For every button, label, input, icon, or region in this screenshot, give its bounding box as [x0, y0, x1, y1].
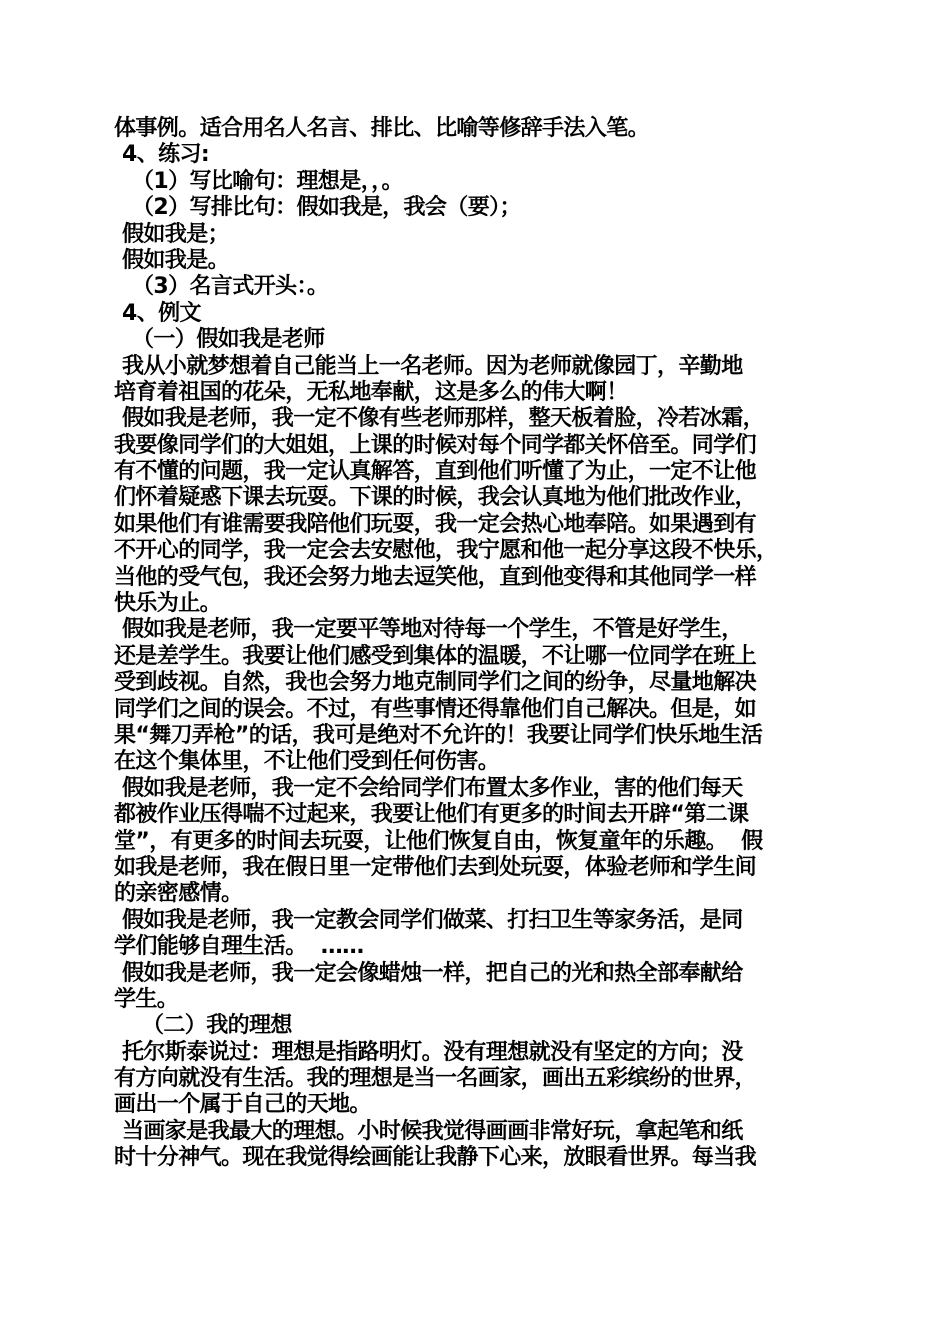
text-line: 画出一个属于自己的天地。 [114, 1092, 371, 1118]
text-line: 假如我是老师，我一定要平等地对待每一个学生，不管是好学生， [122, 617, 743, 643]
text-line: （1）写比喻句：理想是，，。 [132, 168, 403, 194]
text-line: 我从小就梦想着自己能当上一名老师。因为老师就像园丁，辛勤地 [122, 353, 743, 379]
text-line: 假如我是老师，我一定不会给同学们布置太多作业，害的他们每天 [122, 775, 743, 801]
text-line: （二）我的理想 [142, 1013, 292, 1039]
text-line: 如果他们有谁需要我陪他们玩耍，我一定会热心地奉陪。如果遇到有 [114, 511, 757, 537]
text-line: 的亲密感情。 [114, 881, 243, 907]
text-line: 受到歧视。自然，我也会努力地克制同学们之间的纷争，尽量地解决 [114, 670, 757, 696]
text-line: 当他的受气包，我还会努力地去逗笑他，直到他变得和其他同学一样 [114, 564, 757, 590]
text-line: 学生。 [114, 986, 179, 1012]
document-body [114, 116, 842, 1172]
text-line: 果“舞刀弄枪”的话，我可是绝对不允许的！我要让同学们快乐地生活 [114, 722, 763, 748]
text-line: 假如我是老师，我一定会像蜡烛一样，把自己的光和热全部奉献给 [122, 960, 743, 986]
text-line: 如我是老师，我在假日里一定带他们去到处玩耍，体验老师和学生间 [114, 854, 757, 880]
text-line: 都被作业压得喘不过起来，我要让他们有更多的时间去开辟“第二课 [114, 802, 749, 828]
text-line: 假如我是老师，我一定不像有些老师那样，整天板着脸，冷若冰霜， [122, 406, 765, 432]
text-line: 体事例。适合用名人名言、排比、比喻等修辞手法入笔。 [114, 116, 650, 141]
text-line: 托尔斯泰说过：理想是指路明灯。没有理想就没有坚定的方向；没 [122, 1039, 743, 1065]
text-line: 假如我是老师，我一定教会同学们做菜、打扫卫生等家务活，是同 [122, 907, 743, 933]
text-line: 不开心的同学，我一定会去安慰他，我宁愿和他一起分享这段不快乐， [114, 538, 778, 564]
text-line: 快乐为止。 [114, 591, 222, 617]
text-line: 们怀着疑惑下课去玩耍。下课的时候，我会认真地为他们批改作业， [114, 485, 757, 511]
text-line: 学们能够自理生活。 …… [114, 934, 364, 960]
text-line: （3）名言式开头：。 [132, 274, 329, 300]
text-line: 同学们之间的误会。不过，有些事情还得靠他们自己解决。但是，如 [114, 696, 757, 722]
text-line: 堂”，有更多的时间去玩耍，让他们恢复自由，恢复童年的乐趣。 假 [114, 828, 763, 854]
text-line: 培育着祖国的花朵，无私地奉献，这是多么的伟大啊！ [114, 379, 628, 405]
text-line: 我要像同学们的大姐姐，上课的时候对每个同学都关怀倍至。同学们 [114, 432, 757, 458]
text-line: （一）假如我是老师 [132, 327, 325, 353]
text-line: 还是差学生。我要让他们感受到集体的温暖，不让哪一位同学在班上 [114, 643, 757, 669]
text-line: 4、例文 [122, 300, 201, 326]
text-line: 有方向就没有生活。我的理想是当一名画家，画出五彩缤纷的世界， [114, 1066, 757, 1092]
text-line: （2）写排比句：假如我是，我会（要）； [132, 195, 521, 221]
text-line: 假如我是； [122, 221, 230, 247]
text-line: 4、练习: [122, 142, 210, 168]
text-line: 有不懂的问题，我一定认真解答，直到他们听懂了为止，一定不让他 [114, 459, 757, 485]
text-line: 时十分神气。现在我觉得绘画能让我静下心来，放眼看世界。每当我 [114, 1145, 757, 1171]
text-line: 在这个集体里，不让他们受到任何伤害。 [114, 749, 500, 775]
text-line: 当画家是我最大的理想。小时候我觉得画画非常好玩，拿起笔和纸 [122, 1118, 743, 1144]
text-line: 假如我是。 [122, 247, 230, 273]
